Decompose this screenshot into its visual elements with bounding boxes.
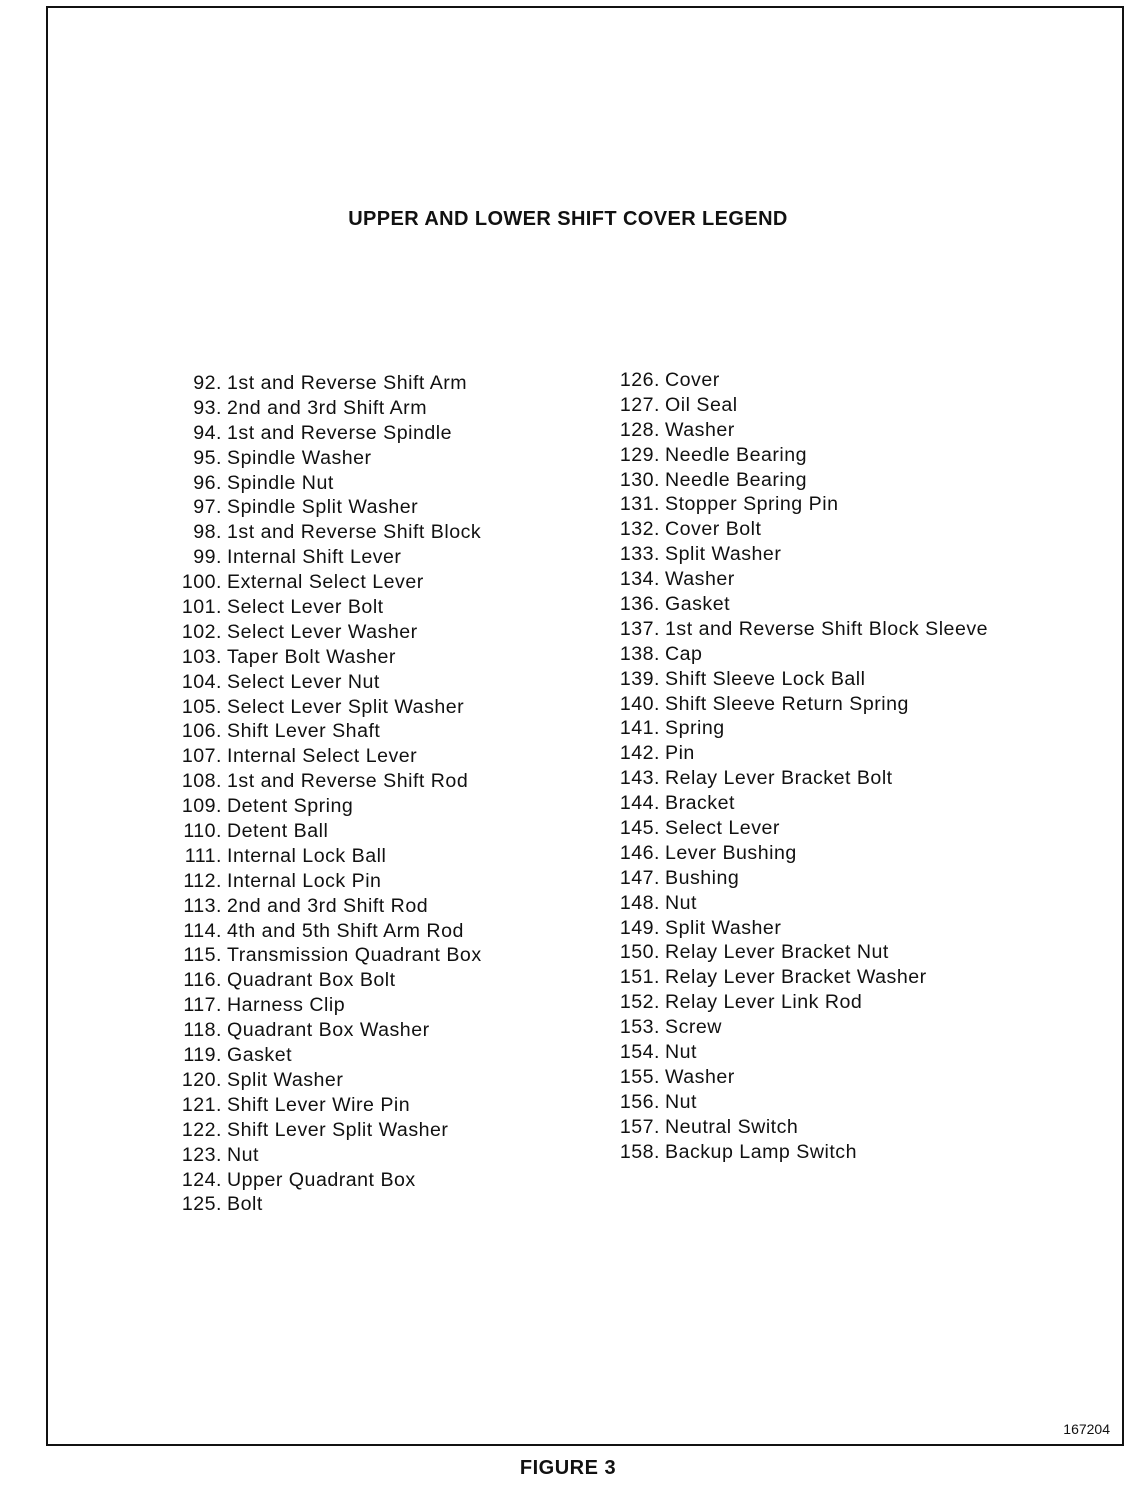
legend-item-number: 115. <box>183 944 222 967</box>
legend-item-label: 1st and Reverse Shift Block Sleeve <box>665 617 989 640</box>
legend-item-label: Upper Quadrant Box <box>227 1168 416 1191</box>
legend-item <box>606 940 988 965</box>
legend-item-label: Internal Shift Lever <box>227 546 402 569</box>
legend-item-label: Relay Lever Bracket Bolt <box>665 767 893 790</box>
legend-item-label: Bushing <box>665 866 740 889</box>
legend-item <box>170 545 482 570</box>
legend-item <box>606 667 988 692</box>
legend-item-number: 119. <box>183 1044 222 1067</box>
legend-item <box>170 645 482 670</box>
legend-item <box>170 1043 482 1068</box>
legend-item-number: 143. <box>619 767 660 790</box>
legend-item-number: 155. <box>619 1065 660 1088</box>
legend-item-label: 1st and Reverse Spindle <box>227 421 452 444</box>
legend-item-label: Select Lever Split Washer <box>227 695 465 718</box>
legend-item-number: 97. <box>193 496 222 519</box>
legend-item-number: 147. <box>619 866 660 889</box>
legend-item <box>606 766 988 791</box>
legend-item-label: Detent Spring <box>227 795 354 818</box>
legend-item <box>606 468 988 493</box>
legend-item-number: 151. <box>619 966 660 989</box>
legend-item-number: 123. <box>181 1143 222 1166</box>
legend-item-number: 139. <box>619 667 660 690</box>
legend-item-label: 2nd and 3rd Shift Rod <box>227 894 429 917</box>
legend-item <box>170 421 482 446</box>
legend-item-number: 102. <box>181 620 222 643</box>
legend-item-number: 95. <box>193 446 222 469</box>
legend-item <box>170 993 482 1018</box>
legend-title: UPPER AND LOWER SHIFT COVER LEGEND <box>348 208 788 230</box>
legend-item <box>170 471 482 496</box>
legend-item <box>170 819 482 844</box>
legend-item-label: 1st and Reverse Shift Arm <box>227 372 468 394</box>
legend-item <box>170 919 482 944</box>
legend-item-label: Cap <box>665 642 703 665</box>
legend-item-label: Cover Bolt <box>665 518 762 541</box>
legend-item-label: Backup Lamp Switch <box>665 1140 857 1163</box>
legend-item-number: 153. <box>619 1016 660 1039</box>
legend-item <box>606 1115 988 1140</box>
legend-item-number: 148. <box>619 891 660 914</box>
legend-item-number: 109. <box>181 795 222 818</box>
legend-item <box>606 368 988 393</box>
legend-item-label: Pin <box>665 742 695 765</box>
legend-item-number: 136. <box>619 593 660 616</box>
legend-item-label: Split Washer <box>665 543 782 566</box>
legend-item-label: Nut <box>227 1143 259 1166</box>
legend-item-label: Harness Clip <box>227 994 346 1017</box>
legend-item-label: Screw <box>665 1016 722 1039</box>
legend-item-label: Relay Lever Bracket Washer <box>665 966 927 989</box>
legend-item-number: 142. <box>619 742 660 765</box>
legend-item-label: External Select Lever <box>227 571 424 594</box>
legend-item <box>170 869 482 894</box>
legend-item <box>606 492 988 517</box>
legend-item-number: 132. <box>619 518 660 541</box>
legend-item <box>170 670 482 695</box>
legend-item-label: Shift Sleeve Return Spring <box>665 692 909 715</box>
figure-id: 167204 <box>1063 1421 1110 1437</box>
legend-item <box>606 617 988 642</box>
legend-item <box>170 570 482 595</box>
legend-item-number: 145. <box>619 817 660 840</box>
legend-item <box>170 844 482 869</box>
legend-item-number: 152. <box>619 991 660 1014</box>
legend-item-label: Shift Lever Wire Pin <box>227 1093 411 1116</box>
legend-item-label: Nut <box>665 1090 697 1113</box>
legend-item-label: Shift Lever Shaft <box>227 720 381 743</box>
legend-item-label: Relay Lever Link Rod <box>665 991 863 1014</box>
legend-item <box>606 1015 988 1040</box>
legend-right-column <box>606 368 988 1165</box>
legend-item-number: 133. <box>619 543 660 566</box>
legend-item-number: 105. <box>181 695 222 718</box>
legend-item-label: Spindle Nut <box>227 471 334 494</box>
legend-item-label: Needle Bearing <box>665 468 808 491</box>
legend-item <box>606 716 988 741</box>
legend-left-column <box>170 371 482 1217</box>
legend-item-number: 131. <box>619 493 660 516</box>
legend-item <box>606 866 988 891</box>
legend-item <box>606 1040 988 1065</box>
legend-item <box>606 517 988 542</box>
legend-item-number: 92. <box>193 372 222 394</box>
legend-item-number: 124. <box>181 1168 222 1191</box>
legend-item <box>606 692 988 717</box>
legend-item <box>606 1065 988 1090</box>
legend-item-label: Select Lever Nut <box>227 670 380 693</box>
legend-item-number: 116. <box>183 969 222 992</box>
legend-item-label: Split Washer <box>227 1068 344 1091</box>
legend-item-number: 94. <box>193 421 222 444</box>
legend-item-number: 138. <box>619 642 660 665</box>
legend-item-label: Internal Lock Ball <box>227 844 387 867</box>
legend-item <box>606 443 988 468</box>
legend-item <box>170 495 482 520</box>
legend-item-number: 144. <box>619 792 660 815</box>
legend-item <box>170 371 482 396</box>
legend-item-label: Oil Seal <box>665 393 738 416</box>
legend-item <box>170 1168 482 1193</box>
legend-item-label: Select Lever Bolt <box>227 596 384 619</box>
legend-item-label: Transmission Quadrant Box <box>227 944 482 967</box>
legend-item <box>170 1093 482 1118</box>
legend-item-label: Select Lever Washer <box>227 620 418 643</box>
legend-item <box>170 396 482 421</box>
legend-item <box>606 1140 988 1165</box>
legend-item-label: Detent Ball <box>227 820 329 843</box>
legend-item-number: 154. <box>619 1041 660 1064</box>
legend-item-number: 104. <box>181 670 222 693</box>
legend-item-number: 108. <box>181 770 222 793</box>
legend-item <box>170 894 482 919</box>
legend-item-label: Split Washer <box>665 916 782 939</box>
legend-item <box>170 446 482 471</box>
legend-item-label: 1st and Reverse Shift Rod <box>227 770 469 793</box>
legend-item <box>606 542 988 567</box>
legend-item-number: 126. <box>619 369 660 391</box>
legend-item-label: Internal Select Lever <box>227 745 418 768</box>
legend-item <box>606 965 988 990</box>
legend-item-number: 141. <box>619 717 660 740</box>
legend-item <box>606 567 988 592</box>
legend-item <box>170 1068 482 1093</box>
legend-item-number: 158. <box>619 1140 660 1163</box>
legend-item-label: Spindle Split Washer <box>227 496 419 519</box>
legend-item-label: Relay Lever Bracket Nut <box>665 941 889 964</box>
legend-item-label: Lever Bushing <box>665 841 797 864</box>
legend-item-number: 117. <box>183 994 222 1017</box>
legend-item-label: Nut <box>665 1041 697 1064</box>
legend-item-number: 110. <box>183 820 222 843</box>
legend-item <box>170 1118 482 1143</box>
legend-item-label: Internal Lock Pin <box>227 869 382 892</box>
legend-item <box>606 891 988 916</box>
legend-item-number: 125. <box>181 1193 222 1216</box>
legend-item <box>606 816 988 841</box>
figure-caption: FIGURE 3 <box>519 1457 617 1479</box>
legend-item-number: 130. <box>619 468 660 491</box>
legend-item-label: Stopper Spring Pin <box>665 493 839 516</box>
legend-item <box>170 719 482 744</box>
legend-item-label: Quadrant Box Bolt <box>227 969 396 992</box>
legend-item <box>170 1018 482 1043</box>
legend-item-number: 100. <box>181 571 222 594</box>
legend-item <box>606 393 988 418</box>
legend-item <box>170 595 482 620</box>
legend-item-number: 113. <box>183 894 222 917</box>
legend-item <box>606 1090 988 1115</box>
legend-item <box>606 642 988 667</box>
legend-item-number: 106. <box>181 720 222 743</box>
legend-item-label: 2nd and 3rd Shift Arm <box>227 396 428 419</box>
legend-item <box>170 520 482 545</box>
legend-item-label: Shift Sleeve Lock Ball <box>665 667 866 690</box>
legend-item-number: 128. <box>619 418 660 441</box>
legend-item <box>606 592 988 617</box>
legend-item-number: 99. <box>193 546 222 569</box>
legend-item-number: 157. <box>619 1115 660 1138</box>
legend-item-number: 96. <box>193 471 222 494</box>
legend-item-number: 156. <box>619 1090 660 1113</box>
legend-item-label: Cover <box>665 369 720 391</box>
legend-item-label: Spindle Washer <box>227 446 372 469</box>
legend-item <box>606 841 988 866</box>
legend-item-label: Select Lever <box>665 817 780 840</box>
legend-item-label: 4th and 5th Shift Arm Rod <box>227 919 464 942</box>
legend-item-label: Gasket <box>227 1044 293 1067</box>
legend-item <box>170 1143 482 1168</box>
legend-item <box>606 741 988 766</box>
legend-item <box>170 943 482 968</box>
legend-item-number: 107. <box>181 745 222 768</box>
legend-item-number: 98. <box>193 521 222 544</box>
legend-item-number: 149. <box>619 916 660 939</box>
legend-item-label: Spring <box>665 717 725 740</box>
legend-item-number: 118. <box>183 1019 222 1042</box>
legend-item-label: Nut <box>665 891 697 914</box>
legend-item-label: Bracket <box>665 792 735 815</box>
legend-item-label: Washer <box>665 568 735 591</box>
legend-item <box>170 620 482 645</box>
legend-item-number: 111. <box>184 844 222 867</box>
legend-item-number: 127. <box>619 393 660 416</box>
legend-item-number: 112. <box>183 869 222 892</box>
legend-item-number: 93. <box>193 396 222 419</box>
legend-item-label: 1st and Reverse Shift Block <box>227 521 482 544</box>
legend-item <box>170 1192 482 1217</box>
legend-item-number: 137. <box>619 617 660 640</box>
legend-item-number: 114. <box>183 919 222 942</box>
legend-item <box>606 791 988 816</box>
legend-item <box>606 990 988 1015</box>
legend-item-number: 134. <box>619 568 660 591</box>
legend-item-number: 120. <box>181 1068 222 1091</box>
legend-item-label: Needle Bearing <box>665 443 808 466</box>
legend-item <box>170 695 482 720</box>
legend-item-number: 129. <box>619 443 660 466</box>
legend-item-number: 103. <box>181 645 222 668</box>
legend-item <box>606 916 988 941</box>
legend-item-label: Washer <box>665 1065 735 1088</box>
legend-item-number: 101. <box>181 596 222 619</box>
legend-item <box>170 794 482 819</box>
legend-item-label: Washer <box>665 418 735 441</box>
legend-item <box>170 968 482 993</box>
legend-item-number: 140. <box>619 692 660 715</box>
legend-item-number: 121. <box>181 1093 222 1116</box>
legend-item-number: 122. <box>181 1118 222 1141</box>
legend-item-number: 146. <box>619 841 660 864</box>
legend-item-label: Quadrant Box Washer <box>227 1019 430 1042</box>
legend-item <box>606 418 988 443</box>
legend-item-number: 150. <box>619 941 660 964</box>
legend-item-label: Neutral Switch <box>665 1115 799 1138</box>
legend-item <box>170 744 482 769</box>
legend-item-label: Gasket <box>665 593 731 616</box>
legend-item-label: Bolt <box>227 1193 263 1216</box>
legend-item <box>170 769 482 794</box>
legend-item-label: Shift Lever Split Washer <box>227 1118 449 1141</box>
legend-item-label: Taper Bolt Washer <box>227 645 396 668</box>
